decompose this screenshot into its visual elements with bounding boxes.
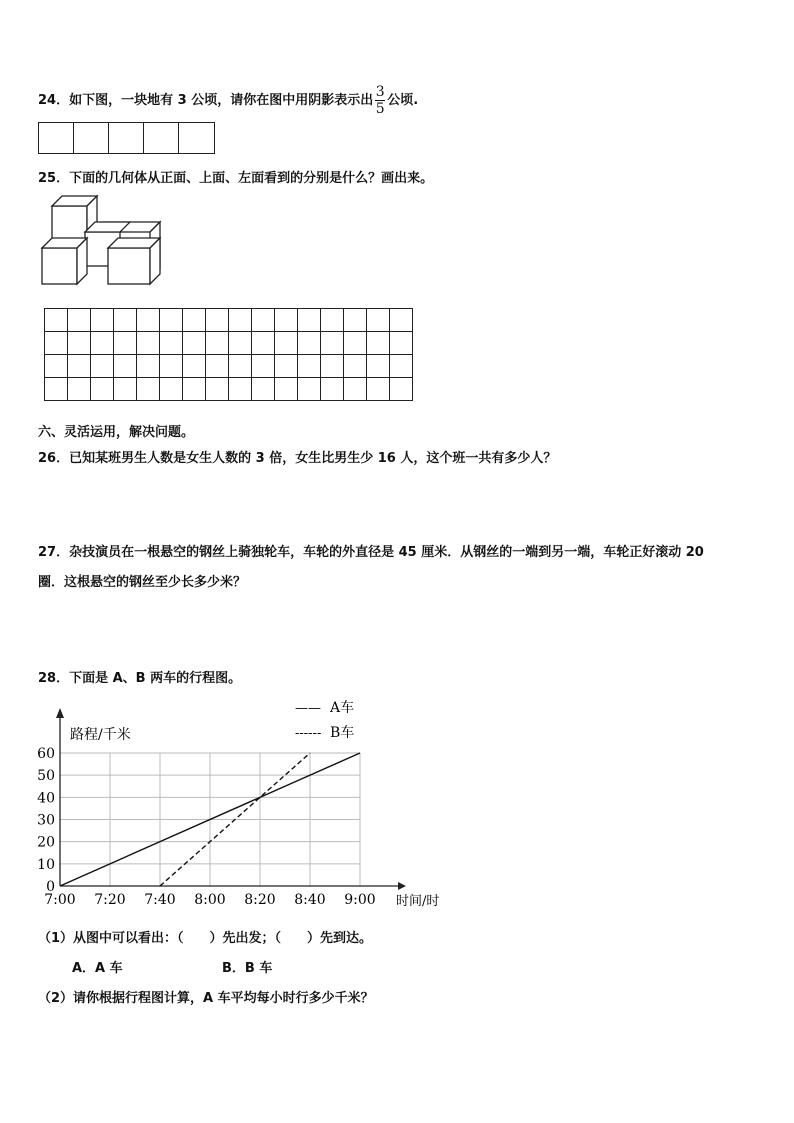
- grid-cell[interactable]: [390, 309, 413, 332]
- y-tick-label: 20: [37, 834, 55, 851]
- x-tick-label: 7:20: [94, 892, 126, 908]
- grid-cell[interactable]: [45, 355, 68, 378]
- legend-marker: ——: [295, 701, 321, 716]
- grid-cell[interactable]: [160, 332, 183, 355]
- grid-cell[interactable]: [160, 309, 183, 332]
- legend-label: B车: [330, 725, 355, 741]
- y-axis-label: 路程/千米: [70, 727, 131, 743]
- grid-row: [45, 332, 413, 355]
- x-tick-label: 8:40: [294, 892, 326, 908]
- grid-cell[interactable]: [114, 355, 137, 378]
- grid-cell[interactable]: [206, 309, 229, 332]
- section-title: 六、灵活运用，解决问题。: [38, 425, 195, 440]
- grid-cell[interactable]: [321, 309, 344, 332]
- question-24-text: 24．如下图，一块地有 3 公顷，请你在图中用阴影表示出: [38, 93, 374, 108]
- option-a[interactable]: A．A 车: [72, 961, 123, 976]
- grid-cell[interactable]: [91, 309, 114, 332]
- grid-cell[interactable]: [137, 309, 160, 332]
- grid-cell[interactable]: [390, 332, 413, 355]
- grid-cell[interactable]: [229, 332, 252, 355]
- question-28: 28．下面是 A、B 两车的行程图。: [38, 671, 242, 686]
- grid-cell[interactable]: [183, 309, 206, 332]
- grid-cell[interactable]: [344, 378, 367, 401]
- x-axis-label: 时间/时: [396, 894, 440, 909]
- land-strip-five-cells[interactable]: [38, 122, 215, 154]
- grid-cell[interactable]: [91, 378, 114, 401]
- cube-solid-figure: [38, 190, 168, 290]
- grid-cell[interactable]: [275, 378, 298, 401]
- grid-cell[interactable]: [229, 378, 252, 401]
- grid-cell[interactable]: [321, 378, 344, 401]
- grid-cell[interactable]: [229, 355, 252, 378]
- grid-cell[interactable]: [344, 309, 367, 332]
- x-axis-arrow: [398, 882, 406, 890]
- x-tick-label: 7:00: [44, 892, 76, 908]
- question-27-line-1: 27．杂技演员在一根悬空的钢丝上骑独轮车，车轮的外直径是 45 厘米．从钢丝的一端到另一端，车轮正好滚动 20: [38, 545, 704, 560]
- grid-cell[interactable]: [367, 332, 390, 355]
- grid-cell[interactable]: [91, 332, 114, 355]
- grid-cell[interactable]: [45, 378, 68, 401]
- question-24-unit: 公顷.: [387, 93, 419, 108]
- grid-cell[interactable]: [275, 332, 298, 355]
- grid-cell[interactable]: [252, 332, 275, 355]
- grid-row: [45, 309, 413, 332]
- y-tick-label: 0: [46, 879, 55, 895]
- legend-label: A车: [330, 700, 355, 716]
- grid-cell[interactable]: [68, 355, 91, 378]
- question-28-part-1: （1）从图中可以看出：（ ）先出发；（ ）先到达。: [38, 931, 373, 946]
- grid-cell[interactable]: [321, 355, 344, 378]
- grid-cell[interactable]: [298, 378, 321, 401]
- grid-cell[interactable]: [298, 309, 321, 332]
- question-24: [38, 84, 418, 117]
- y-tick-label: 30: [37, 812, 55, 829]
- legend-marker: ------: [295, 726, 322, 741]
- y-tick-label: 40: [37, 790, 55, 807]
- grid-cell[interactable]: [252, 355, 275, 378]
- x-tick-label: 8:00: [194, 892, 226, 908]
- grid-cell[interactable]: [344, 332, 367, 355]
- grid-cell[interactable]: [68, 309, 91, 332]
- grid-cell[interactable]: [367, 355, 390, 378]
- fraction-three-fifths: $\frac{3}{5}$: [375, 84, 385, 117]
- land-cell[interactable]: [39, 123, 74, 153]
- y-tick-label: 10: [37, 856, 55, 873]
- grid-cell[interactable]: [91, 355, 114, 378]
- grid-cell[interactable]: [183, 378, 206, 401]
- grid-cell[interactable]: [390, 378, 413, 401]
- x-tick-label: 8:20: [244, 892, 276, 908]
- grid-cell[interactable]: [206, 378, 229, 401]
- grid-cell[interactable]: [183, 332, 206, 355]
- grid-cell[interactable]: [114, 309, 137, 332]
- question-25: 25．下面的几何体从正面、上面、左面看到的分别是什么？画出来。: [38, 171, 434, 186]
- grid-cell[interactable]: [68, 332, 91, 355]
- land-cell[interactable]: [74, 123, 109, 153]
- question-27-line-2: 圈．这根悬空的钢丝至少长多少米？: [38, 575, 247, 590]
- grid-row: [45, 355, 413, 378]
- land-cell[interactable]: [109, 123, 144, 153]
- grid-cell[interactable]: [114, 378, 137, 401]
- grid-cell[interactable]: [114, 332, 137, 355]
- grid-cell[interactable]: [137, 332, 160, 355]
- grid-cell[interactable]: [45, 309, 68, 332]
- y-tick-label: 50: [37, 768, 55, 785]
- grid-cell[interactable]: [206, 332, 229, 355]
- grid-cell[interactable]: [367, 309, 390, 332]
- grid-cell[interactable]: [275, 355, 298, 378]
- y-tick-label: 60: [37, 746, 55, 762]
- grid-cell[interactable]: [321, 332, 344, 355]
- grid-row: [45, 378, 413, 401]
- option-b[interactable]: B．B 车: [222, 961, 273, 976]
- travel-chart: [20, 690, 460, 915]
- grid-cell[interactable]: [298, 355, 321, 378]
- grid-cell[interactable]: [68, 378, 91, 401]
- grid-cell[interactable]: [252, 309, 275, 332]
- grid-cell[interactable]: [252, 378, 275, 401]
- grid-cell[interactable]: [137, 378, 160, 401]
- land-cell[interactable]: [144, 123, 179, 153]
- grid-cell[interactable]: [137, 355, 160, 378]
- y-axis-arrow: [56, 708, 64, 718]
- grid-cell[interactable]: [344, 355, 367, 378]
- grid-cell[interactable]: [160, 355, 183, 378]
- grid-cell[interactable]: [160, 378, 183, 401]
- chart-legend: [295, 700, 354, 741]
- drawing-grid[interactable]: [44, 308, 413, 401]
- chart-ticks: [37, 746, 376, 908]
- land-cell[interactable]: [179, 123, 214, 153]
- question-28-part-2: （2）请你根据行程图计算，A 车平均每小时行多少千米？: [38, 991, 374, 1006]
- grid-cell[interactable]: [367, 378, 390, 401]
- x-tick-label: 7:40: [144, 892, 176, 908]
- grid-cell[interactable]: [183, 355, 206, 378]
- question-26: 26．已知某班男生人数是女生人数的 3 倍，女生比男生少 16 人，这个班一共有多少人？: [38, 451, 557, 466]
- grid-cell[interactable]: [390, 355, 413, 378]
- grid-cell[interactable]: [229, 309, 252, 332]
- grid-cell[interactable]: [298, 332, 321, 355]
- grid-cell[interactable]: [275, 309, 298, 332]
- x-tick-label: 9:00: [344, 892, 376, 908]
- grid-cell[interactable]: [206, 355, 229, 378]
- grid-cell[interactable]: [45, 332, 68, 355]
